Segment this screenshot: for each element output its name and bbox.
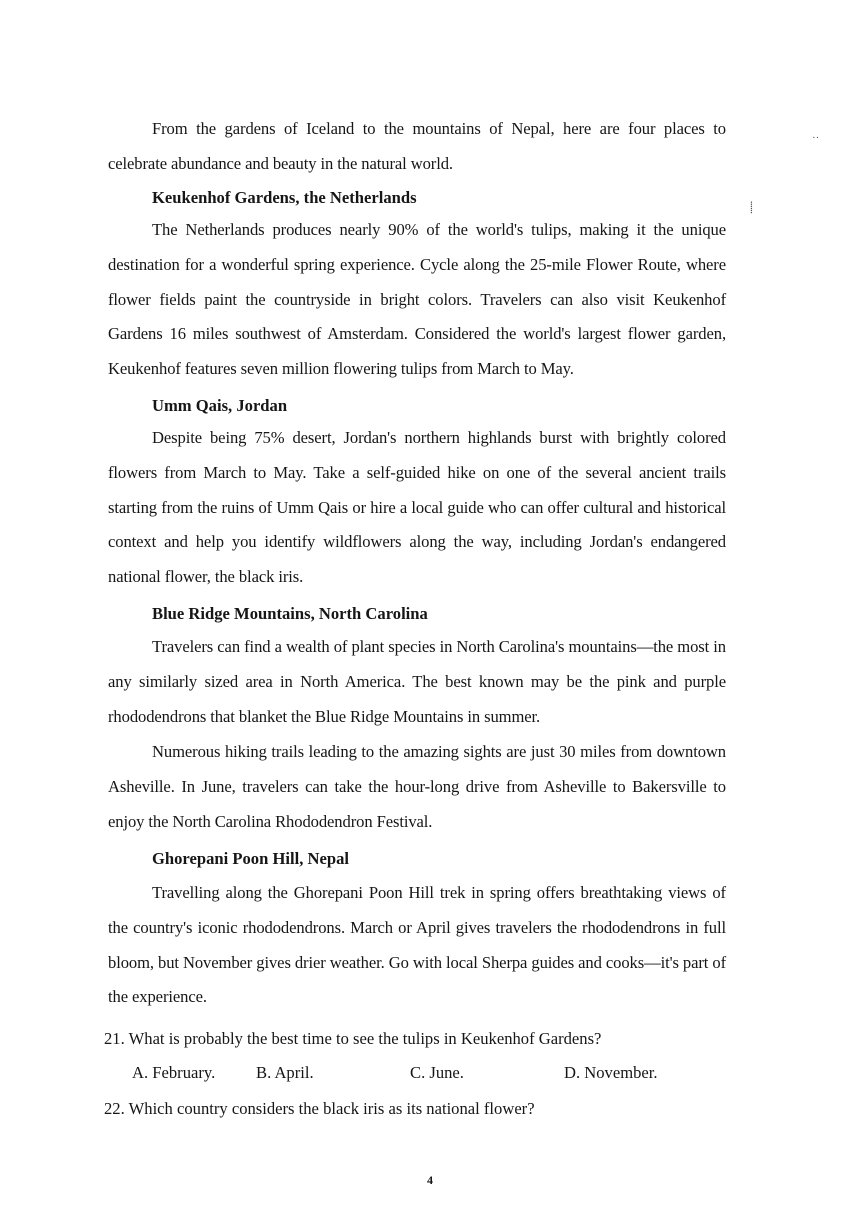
paragraph-blue-ridge-1: Travelers can find a wealth of plant species in North Carolina's mountains—the most in any similarly sized area in North America. The best known may be the pink and purple rhododendrons that blanket the Blue Ridge Mountains in summer. (108, 637, 726, 726)
question-number: 21. (104, 1029, 125, 1048)
option-d[interactable]: D. November. (564, 1063, 658, 1082)
question-22 (104, 1099, 535, 1119)
section-heading-keukenhof: Keukenhof Gardens, the Netherlands (152, 188, 417, 207)
scan-speck: ·· (812, 132, 820, 144)
question-21 (104, 1029, 601, 1049)
paragraph-umm-qais: Despite being 75% desert, Jordan's northern highlands burst with brightly colored flowers from March to May. Take a self-guided hike on one of the several ancient trails starting from the ruins of Umm Qais or hire a local guide who can offer cultural and historical context and help you identify wildflowers along the way, including Jordan's endangered national flower, the black iris. (108, 428, 726, 587)
option-a[interactable]: A. February. (132, 1063, 216, 1082)
question-text: Which country considers the black iris as its national flower? (128, 1099, 535, 1118)
question-text: What is probably the best time to see the tulips in Keukenhof Gardens? (128, 1029, 602, 1048)
option-b[interactable]: B. April. (256, 1063, 314, 1082)
paragraph-blue-ridge-2: Numerous hiking trails leading to the amazing sights are just 30 miles from downtown Asheville. In June, travelers can take the hour-long drive from Asheville to Bakersville to enjoy the North Carolina Rhododendron Festival. (108, 742, 726, 831)
page-number: 4 (427, 1173, 433, 1187)
paragraph-poon-hill: Travelling along the Ghorepani Poon Hill trek in spring offers breathtaking views of the country's iconic rhododendrons. March or April gives travelers the rhododendrons in full bloom, but November gives drier weather. Go with local Sherpa guides and cooks—it's part of the experience. (108, 883, 726, 1007)
section-heading-blue-ridge: Blue Ridge Mountains, North Carolina (152, 604, 428, 623)
section-heading-umm-qais: Umm Qais, Jordan (152, 396, 288, 415)
question-number: 22. (104, 1099, 125, 1118)
intro-paragraph: From the gardens of Iceland to the mountains of Nepal, here are four places to celebrate abundance and beauty in the natural world. (108, 119, 726, 173)
scan-speck: ⸽ (750, 202, 753, 214)
answer-options (132, 1063, 732, 1085)
section-heading-poon-hill: Ghorepani Poon Hill, Nepal (152, 849, 350, 868)
paragraph-keukenhof: The Netherlands produces nearly 90% of the world's tulips, making it the unique destination for a wonderful spring experience. Cycle along the 25-mile Flower Route, where flower fields paint the countryside in bright colors. Travelers can also visit Keukenhof Gardens 16 miles southwest of Amsterdam. Considered the world's largest flower garden, Keukenhof features seven million flowering tulips from March to May. (108, 220, 726, 379)
option-c[interactable]: C. June. (410, 1063, 464, 1082)
